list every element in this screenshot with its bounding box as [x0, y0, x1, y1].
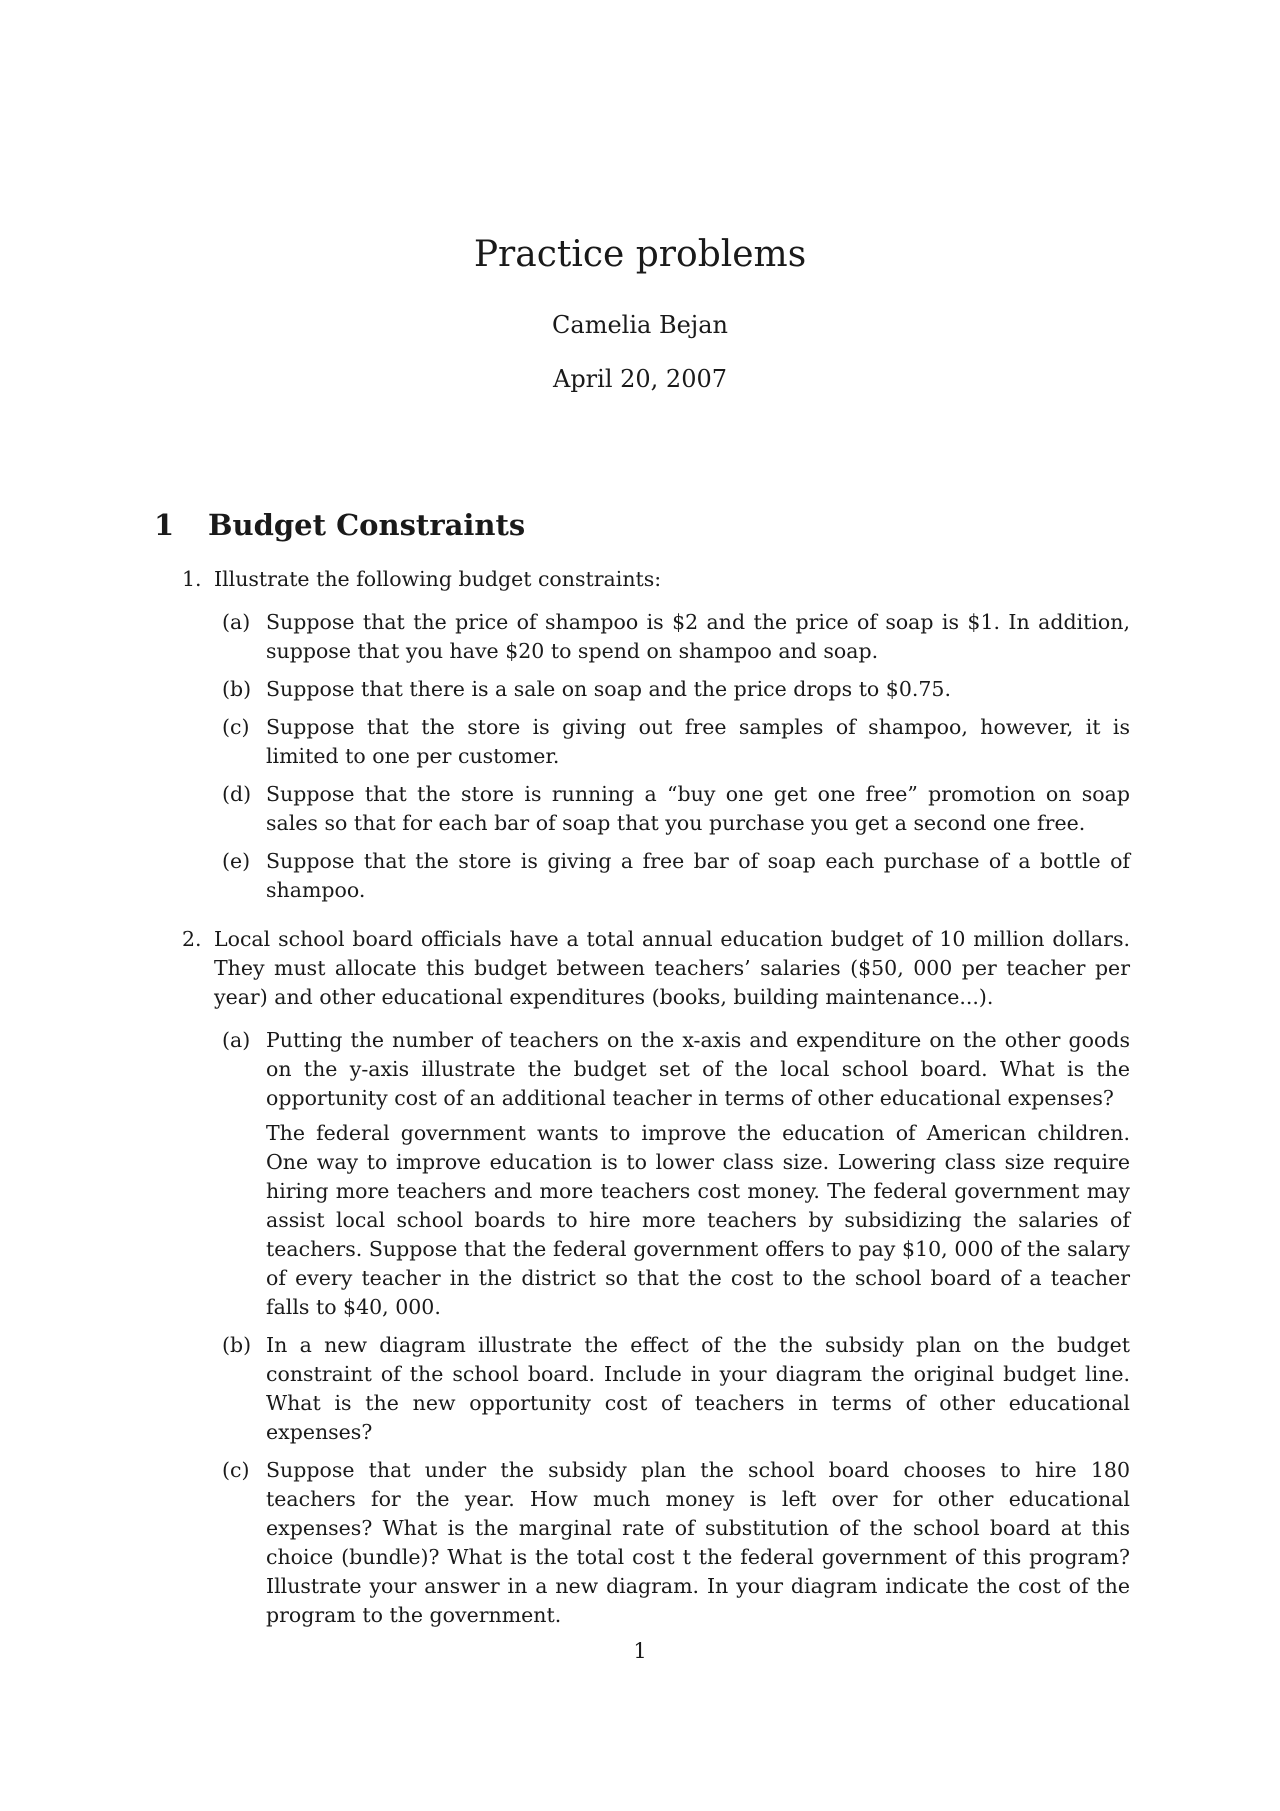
- problem-number: 1.: [182, 567, 202, 591]
- page-title: Practice problems: [473, 234, 807, 275]
- problem-2-part-a: [222, 1026, 1130, 1322]
- problem-text: Illustrate the following budget constraints:: [214, 567, 662, 591]
- problem-1-part-c: [222, 713, 1130, 771]
- date: April 20, 2007: [552, 365, 728, 393]
- problem-text: Local school board officials have a total annual education budget of 10 million dollars. They must allocate this budget between teachers’ salaries ($50, 000 per teacher per year) and other educational expenditures (books, building maintenance...).: [214, 927, 1130, 1009]
- problem-2-parts: [222, 1026, 1130, 1630]
- problem-2-part-b: [222, 1331, 1130, 1447]
- problem-1-part-d: [222, 780, 1130, 838]
- part-text: Suppose that the store is running a “buy one get one free” promotion on soap sales so that for each bar of soap that you purchase you get a second one free.: [266, 782, 1130, 835]
- part-label: (d): [222, 782, 252, 806]
- problem-2-part-c: [222, 1456, 1130, 1630]
- part-text: Suppose that the store is giving a free bar of soap each purchase of a bottle of shampoo.: [266, 849, 1130, 902]
- problem-1-part-a: [222, 608, 1130, 666]
- part-label: (e): [222, 849, 251, 873]
- part-text: Putting the number of teachers on the x-axis and expenditure on the other goods on the y-axis illustrate the budget set of the local school board. What is the opportunity cost of an additional teacher in terms of other educational expenses?: [266, 1028, 1130, 1110]
- section-title: Budget Constraints: [208, 508, 526, 542]
- part-label: (b): [222, 1333, 252, 1357]
- problem-1-parts: [222, 608, 1130, 905]
- part-followup-text: The federal government wants to improve the education of American children. One way to improve education is to lower class size. Lowering class size require hiring more teachers and more teachers cost money. The federal government may assist local school boards to hire more teachers by subsidizing the salaries of teachers. Suppose that the federal government offers to pay $10, 000 of the salary of every teacher in the district so that the cost to the school board of a teacher falls to $40, 000.: [266, 1121, 1130, 1319]
- part-text: Suppose that there is a sale on soap and the price drops to $0.75.: [266, 677, 951, 701]
- section-heading: [154, 507, 525, 543]
- problem-list: [182, 565, 1130, 1650]
- part-text: Suppose that the price of shampoo is $2 and the price of soap is $1. In addition, suppose that you have $20 to spend on shampoo and soap.: [266, 610, 1130, 663]
- part-text: In a new diagram illustrate the effect of the the subsidy plan on the budget constraint of the school board. Include in your diagram the original budget line. What is the new opportunity cost of teachers in terms of other educational expenses?: [266, 1333, 1130, 1444]
- part-label: (a): [222, 610, 251, 634]
- part-label: (b): [222, 677, 252, 701]
- problem-1-part-e: [222, 847, 1130, 905]
- section-number: 1: [154, 508, 175, 542]
- page-number: 1: [633, 1639, 647, 1663]
- part-label: (c): [222, 715, 250, 739]
- part-text: Suppose that the store is giving out free samples of shampoo, however, it is limited to one per customer.: [266, 715, 1130, 768]
- part-label: (a): [222, 1028, 251, 1052]
- author: Camelia Bejan: [552, 311, 728, 339]
- problem-1: [182, 565, 1130, 905]
- problem-number: 2.: [182, 927, 202, 951]
- problem-1-part-b: [222, 675, 1130, 704]
- part-text: Suppose that under the subsidy plan the school board chooses to hire 180 teachers for the year. How much money is left over for other educational expenses? What is the marginal rate of substitution of the school board at this choice (bundle)? What is the total cost t the federal government of this program? Illustrate your answer in a new diagram. In your diagram indicate the cost of the program to the government.: [266, 1458, 1130, 1627]
- part-label: (c): [222, 1458, 250, 1482]
- problem-2: [182, 925, 1130, 1630]
